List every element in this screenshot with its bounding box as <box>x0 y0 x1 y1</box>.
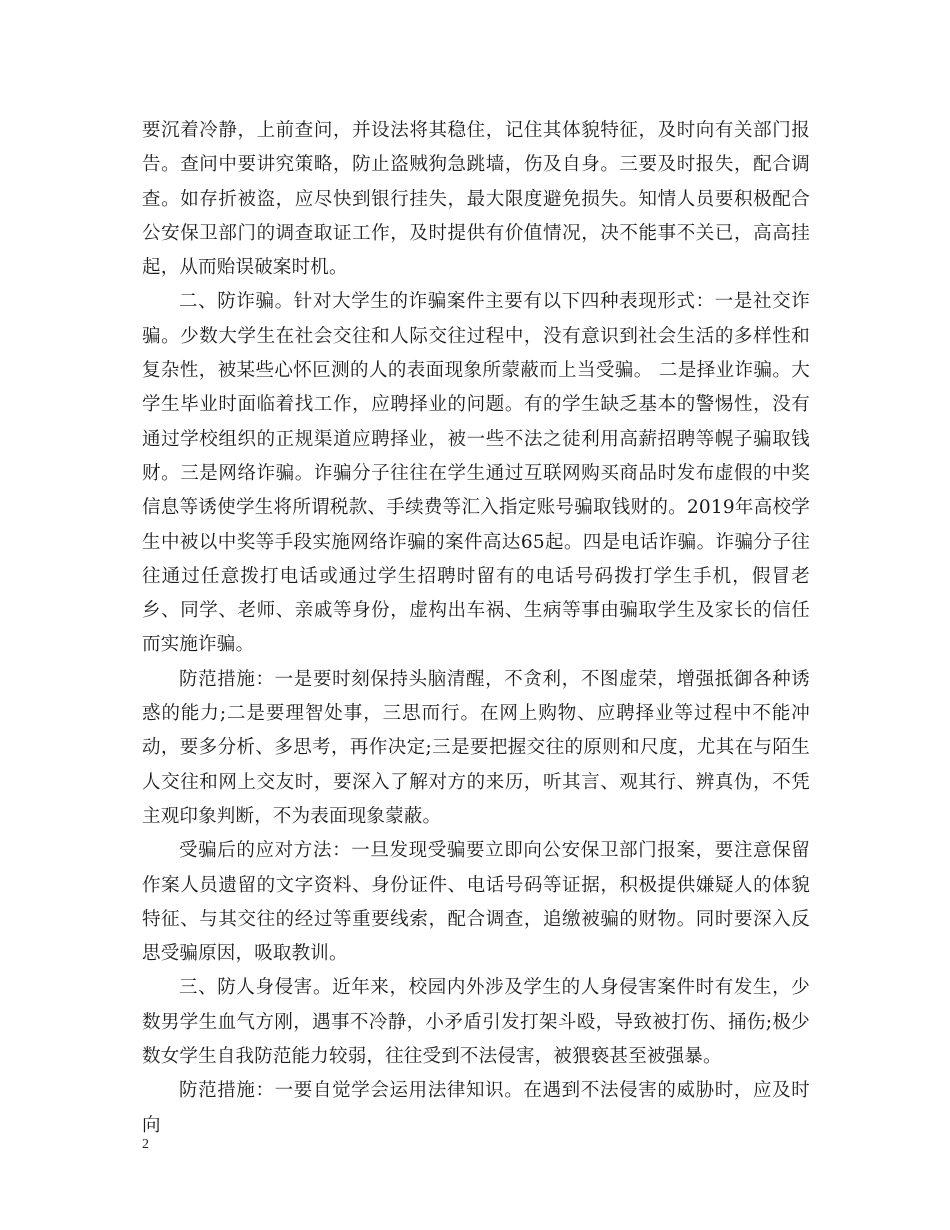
paragraph-5: 三、防人身侵害。近年来，校园内外涉及学生的人身侵害案件时有发生，少数男学生血气方刚，遇事不冷静，小矛盾引发打架斗殴，导致被打伤、捅伤;极少数女学生自我防范能力较弱，往往受到不法侵害，被猥亵甚至被强暴。 <box>142 977 810 1068</box>
body-text <box>142 114 810 1143</box>
paragraph-2: 二、防诈骗。针对大学生的诈骗案件主要有以下四种表现形式：一是社交诈骗。少数大学生在社会交往和人际交往过程中，没有意识到社会生活的多样性和复杂性，被某些心怀叵测的人的表面现象所蒙蔽而上当受骗。 二是择业诈骗。大学生毕业时面临着找工作，应聘择业的问题。有的学生缺乏基本的警惕性，没有通过学校组织的正规渠道应聘择业，被一些不法之徒利用高薪招聘等幌子骗取钱财。三是网络诈骗。诈骗分子往往在学生通过互联网购买商品时发布虚假的中奖信息等诱使学生将所谓税款、手续费等汇入指定账号骗取钱财的。2019年高校学生中被以中奖等手段实施网络诈骗的案件高达65起。四是电话诈骗。诈骗分子往往通过任意拨打电话或通过学生招聘时留有的电话号码拨打学生手机，假冒老乡、同学、老师、亲戚等身份，虚构出车祸、生病等事由骗取学生及家长的信任而实施诈骗。 <box>142 291 810 656</box>
paragraph-3: 防范措施：一是要时刻保持头脑清醒，不贪利，不图虚荣，增强抵御各种诱惑的能力;二是要理智处事，三思而行。在网上购物、应聘择业等过程中不能冲动，要多分析、多思考，再作决定;三是要把握交往的原则和尺度，尤其在与陌生人交往和网上交友时，要深入了解对方的来历，听其言、观其行、辨真伪，不凭主观印象判断，不为表面现象蒙蔽。 <box>142 668 810 827</box>
paragraph-6: 防范措施：一要自觉学会运用法律知识。在遇到不法侵害的威胁时，应及时向 <box>142 1080 810 1136</box>
page-number: 2 <box>142 1137 149 1152</box>
paragraph-4: 受骗后的应对方法：一旦发现受骗要立即向公安保卫部门报案，要注意保留作案人员遗留的文字资料、身份证件、电话号码等证据，积极提供嫌疑人的体貌特征、与其交往的经过等重要线索，配合调查，追缴被骗的财物。同时要深入反思受骗原因，吸取教训。 <box>142 840 810 965</box>
paragraph-1: 要沉着冷静，上前查问，并设法将其稳住，记住其体貌特征，及时向有关部门报告。查问中要讲究策略，防止盗贼狗急跳墙，伤及自身。三要及时报失，配合调查。如存折被盗，应尽快到银行挂失，最大限度避免损失。知情人员要积极配合公安保卫部门的调查取证工作，及时提供有价值情况，决不能事不关已，高高挂起，从而贻误破案时机。 <box>142 120 810 279</box>
